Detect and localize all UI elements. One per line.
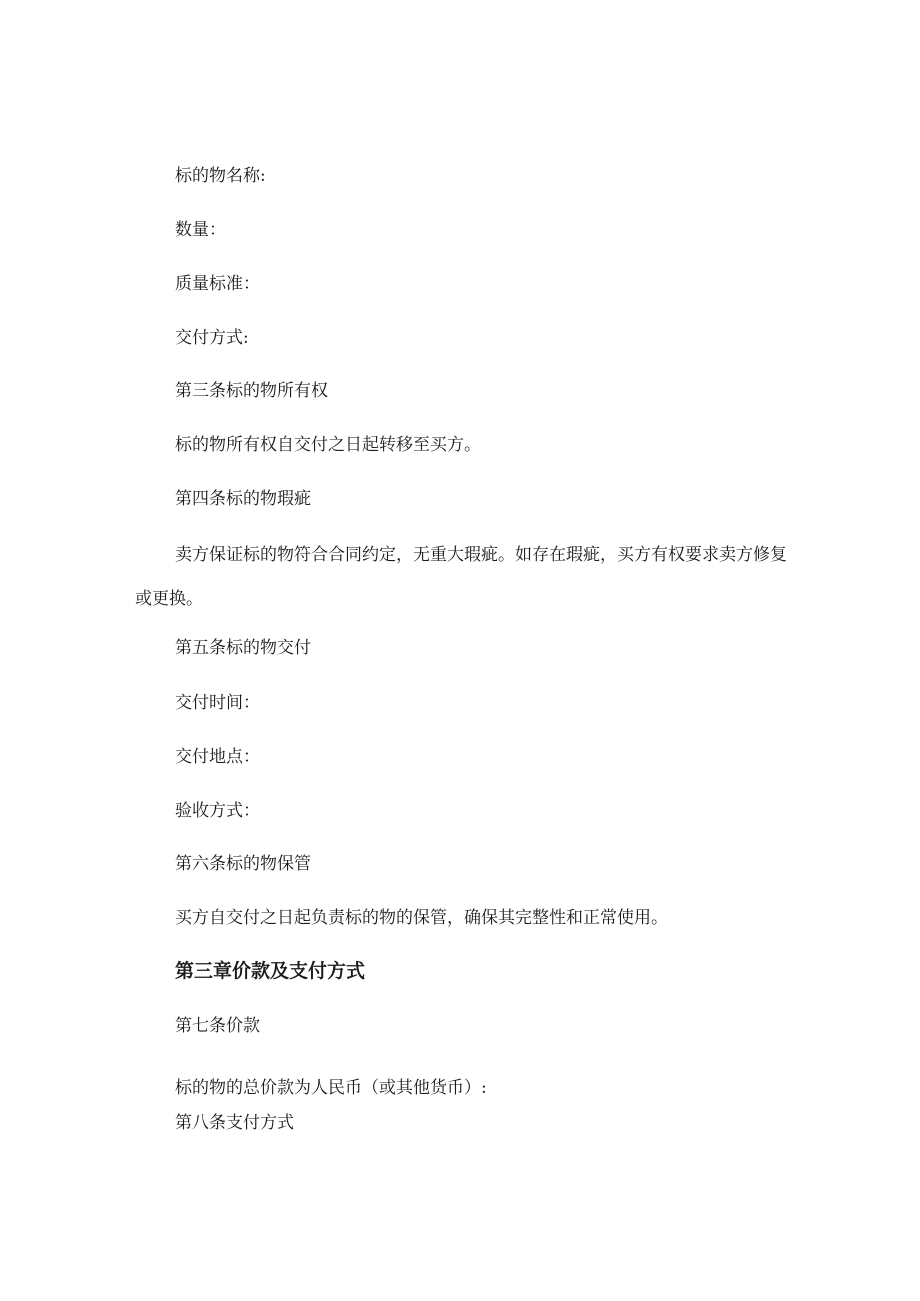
article-4-body: 卖方保证标的物符合合同约定，无重大瑕疵。如存在瑕疵，买方有权要求卖方修复或更换。 bbox=[135, 545, 787, 609]
chapter-3-heading: 第三章价款及支付方式 bbox=[175, 960, 366, 982]
article-6-body: 买方自交付之日起负责标的物的保管，确保其完整性和正常使用。 bbox=[175, 908, 668, 928]
article-7-title: 第七条价款 bbox=[175, 1016, 260, 1036]
field-quality-standard: 质量标准： bbox=[175, 274, 260, 294]
article-3-body: 标的物所有权自交付之日起转移至买方。 bbox=[175, 435, 481, 455]
field-delivery-time: 交付时间： bbox=[175, 693, 260, 713]
article-8-title: 第八条支付方式 bbox=[175, 1113, 294, 1133]
field-acceptance-method: 验收方式： bbox=[175, 801, 260, 821]
field-quantity: 数量： bbox=[175, 220, 226, 240]
field-delivery-place: 交付地点： bbox=[175, 747, 260, 767]
article-3-title: 第三条标的物所有权 bbox=[175, 381, 328, 401]
article-5-title: 第五条标的物交付 bbox=[175, 638, 311, 658]
field-delivery-method: 交付方式: bbox=[175, 328, 249, 348]
field-item-name: 标的物名称: bbox=[175, 166, 266, 186]
article-4-title: 第四条标的物瑕疵 bbox=[175, 489, 311, 509]
article-6-title: 第六条标的物保管 bbox=[175, 854, 311, 874]
article-7-body: 标的物的总价款为人民币（或其他货币）: bbox=[175, 1078, 487, 1098]
